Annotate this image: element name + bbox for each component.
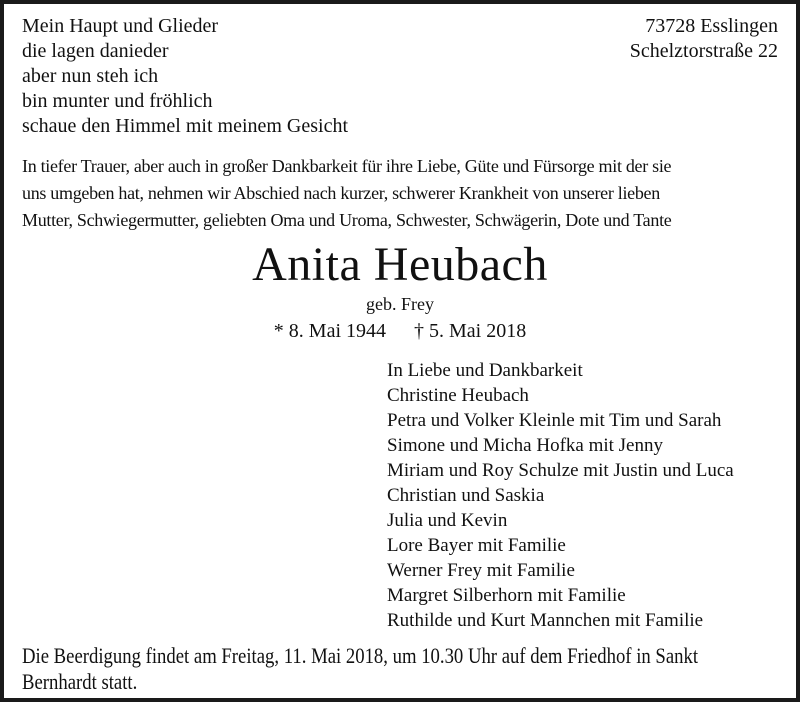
mourner-line: Werner Frey mit Familie xyxy=(387,560,575,581)
intro-line: In tiefer Trauer, aber auch in großer Dankbarkeit für ihre Liebe, Güte und Fürsorge mit der sie xyxy=(22,156,672,176)
death-date: † 5. Mai 2018 xyxy=(414,320,527,342)
verse-line: bin munter und fröhlich xyxy=(22,90,213,112)
address-block xyxy=(630,14,778,64)
verse-line: schaue den Himmel mit meinem Gesicht xyxy=(22,115,349,137)
funeral-info xyxy=(22,643,699,695)
memorial-verse xyxy=(22,14,348,139)
mourner-line: Simone und Micha Hofka mit Jenny xyxy=(387,435,663,456)
funeral-line: Bernhardt statt. xyxy=(22,669,138,694)
intro-line: Mutter, Schwiegermutter, geliebten Oma und Uroma, Schwester, Schwägerin, Dote und Tante xyxy=(22,210,672,230)
deceased-name: Anita Heubach xyxy=(252,238,548,291)
mourners-list xyxy=(387,358,778,633)
mourner-line: Petra und Volker Kleinle mit Tim und Sarah xyxy=(387,410,722,431)
mourner-line: Ruthilde und Kurt Mannchen mit Familie xyxy=(387,610,704,631)
mourner-line: Julia und Kevin xyxy=(387,510,508,531)
life-dates xyxy=(22,319,778,344)
header-row xyxy=(22,14,778,139)
intro-line: uns umgeben hat, nehmen wir Abschied nach kurzer, schwerer Krankheit von unserer lieben xyxy=(22,183,660,203)
verse-line: Mein Haupt und Glieder xyxy=(22,15,219,37)
address-street: Schelztorstraße 22 xyxy=(629,40,778,62)
address-city: 73728 Esslingen xyxy=(645,15,778,37)
maiden-name: geb. Frey xyxy=(366,294,434,314)
verse-line: aber nun steh ich xyxy=(22,65,159,87)
mourner-line: Christine Heubach xyxy=(387,385,529,406)
mourner-line: Christian und Saskia xyxy=(387,485,545,506)
funeral-line: Die Beerdigung findet am Freitag, 11. Mai 2018, um 10.30 Uhr auf dem Friedhof in Sankt xyxy=(22,643,699,668)
birth-date: * 8. Mai 1944 xyxy=(273,320,386,342)
mourners-intro: In Liebe und Dankbarkeit xyxy=(387,360,583,381)
mourner-line: Lore Bayer mit Familie xyxy=(387,535,566,556)
mourner-line: Miriam und Roy Schulze mit Justin und Luca xyxy=(387,460,734,481)
intro-paragraph xyxy=(22,153,778,234)
mourner-line: Margret Silberhorn mit Familie xyxy=(387,585,626,606)
verse-line: die lagen danieder xyxy=(22,40,169,62)
